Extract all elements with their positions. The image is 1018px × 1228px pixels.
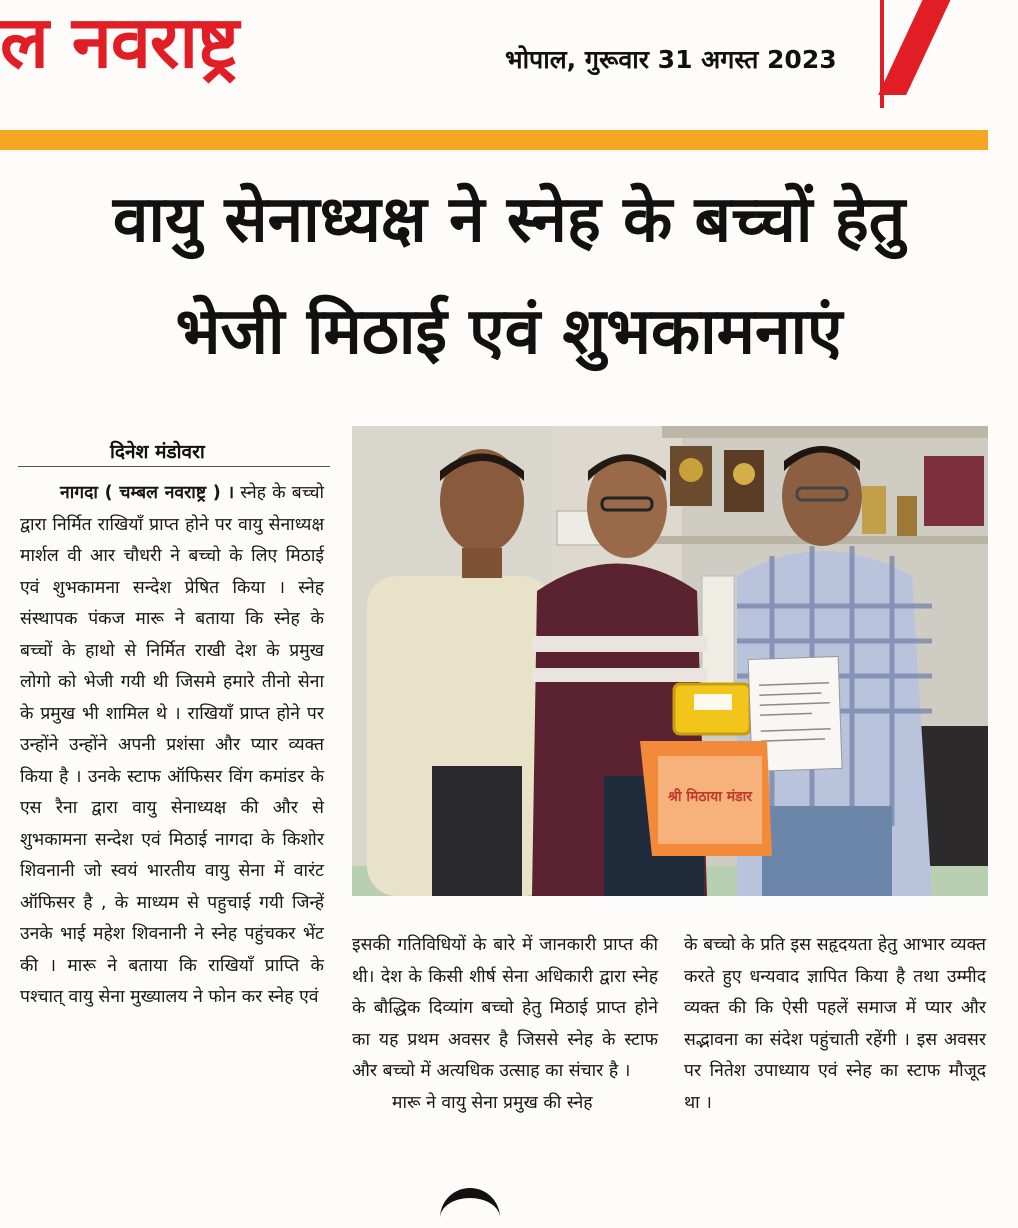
article-dateline: नागदा ( चम्बल नवराष्ट्र ) । xyxy=(60,483,235,503)
masthead-slash-logo xyxy=(878,0,960,95)
article-column-2 xyxy=(352,930,658,1119)
section-band xyxy=(0,130,988,150)
next-article-fragment xyxy=(440,1188,500,1228)
column-2-continuation: मारू ने वायु सेना प्रमुख की स्नेह xyxy=(392,1092,593,1113)
picture-frame xyxy=(924,456,984,526)
article-column-1 xyxy=(20,478,324,1014)
byline-divider xyxy=(18,466,330,467)
photo-illustration xyxy=(352,426,988,896)
issue-dateline: भोपाल, गुरूवार 31 अगस्त 2023 xyxy=(505,45,837,74)
article-column-3 xyxy=(684,930,986,1119)
headline-line-1: वायु सेनाध्यक्ष ने स्नेह के बच्चों हेतु xyxy=(112,183,906,257)
column-2-text: इसकी गतिविधियों के बारे में जानकारी प्राप्त की थी। देश के किसी शीर्ष सेना अधिकारी द्वारा स्नेह के बौद्धिक दिव्यांग बच्चो हेतु मिठाई प्राप्त होने का यह प्रथम अवसर है जिससे स्नेह के स्टाफ और बच्चो में अत्यधिक उत्साह का संचार है । xyxy=(352,935,658,1081)
newspaper-masthead: ल नवराष्ट्र xyxy=(0,0,239,84)
news-photo xyxy=(352,426,988,896)
trophy xyxy=(897,496,917,536)
shelf xyxy=(662,426,988,438)
bag-label: श्री मिठाया मंडार xyxy=(667,789,753,805)
byline: दिनेश मंडोवरा xyxy=(110,441,205,463)
column-3-text: के बच्चो के प्रति इस सहृदयता हेतु आभार व्यक्त करते हुए धन्यवाद ज्ञापित किया है तथा उम्मीद व्यक्त की कि ऐसी पहलें समाज में प्यार और सद्भावना का संदेश पहुंचाती रहेंगी । इस अवसर पर नितेश उपाध्याय एवं स्नेह का स्टाफ मौजूद था । xyxy=(684,935,986,1113)
trophy xyxy=(862,486,886,534)
headline-line-2: भेजी मिठाई एवं शुभकामनाएं xyxy=(175,295,843,369)
column-1-text: स्नेह के बच्चो द्वारा निर्मित राखियाँ प्राप्त होने पर वायु सेनाध्यक्ष मार्शल वी आर चौधरी ने बच्चो के लिए मिठाई एवं शुभकामना सन्देश प्रेषित किया । स्नेह संस्थापक पंकज मारू ने बताया कि स्नेह के बच्चों के हाथो से निर्मित राखी देश के प्रमुख लोगो को भेजी गयी थी जिसमे हमारे तीनो सेना के प्रमुख भी शामिल थे । राखियाँ प्राप्त होने पर उन्होंने उन्होंने अपनी प्रशंसा और प्यार व्यक्त किया है । उनके स्टाफ ऑफिसर विंग कमांडर के एस रैना द्वारा वायु सेनाध्यक्ष की और से शुभकामना सन्देश एवं मिठाई नागदा के किशोर शिवनानी जो स्वयं भारतीय वायु सेना में वारंट ऑफिसर है , के माध्यम से पहुचाई गयी जिन्हें उनके भाई महेश शिवनानी ने स्नेह पहुंचकर भेंट की । मारू ने बताया कि राखियाँ प्राप्ति के पश्चात् वायु सेना मुख्यालय ने फोन कर स्नेह एवं xyxy=(20,483,324,1007)
